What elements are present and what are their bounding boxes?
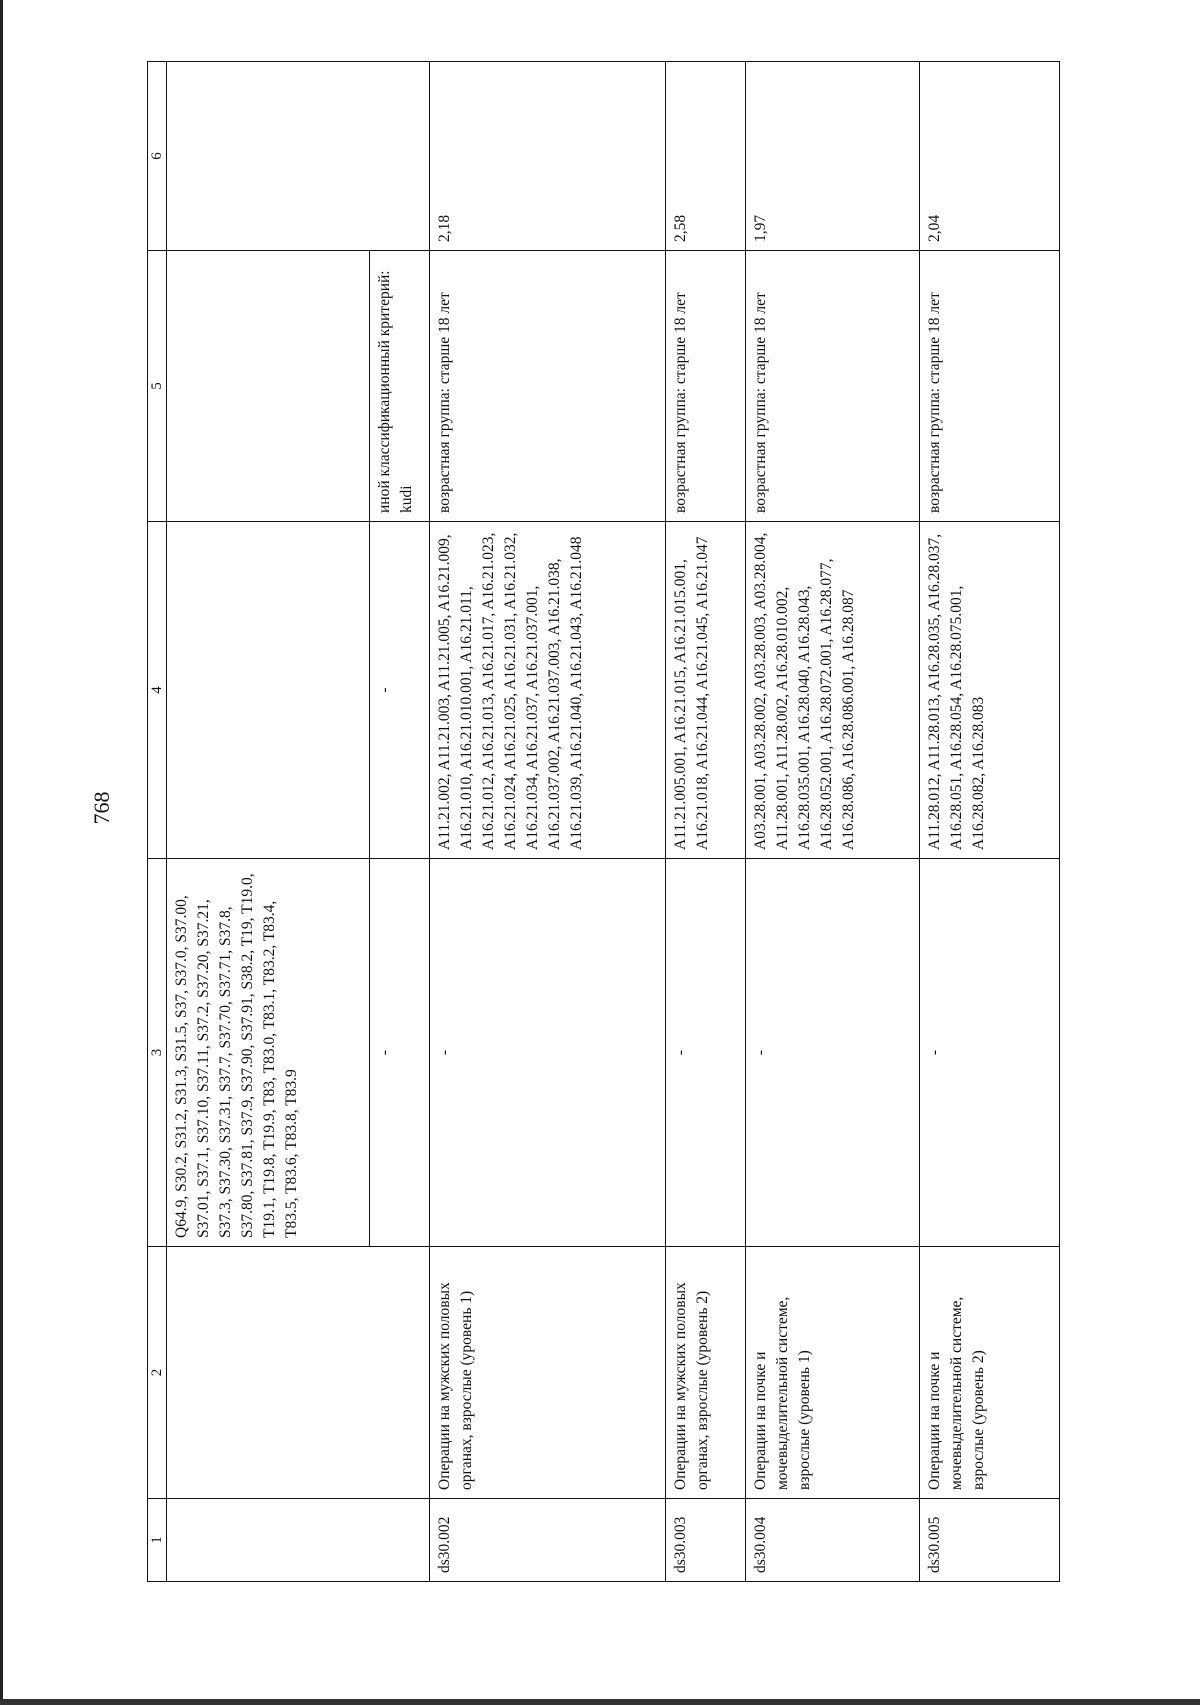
row-name: Операции на мужских половых органах, взрослые (уровень 2) [666, 1247, 746, 1499]
continuation-diagnosis-codes: Q64.9, S30.2, S31.2, S31.3, S31.5, S37, S37.0, S37.00, S37.01, S37.1, S37.10, S37.11, S37.2, S37.20, S37.21, S37.3, S37.30, S37.31, S37.7, S37.70, S37.71, S37.8, S37.80, S37.81, S37.9, S37.90, S37.91, S38.2, T19, T19.0, T19.1, T19.8, T19.9, T83, T83.0, T83.1, T83.2, T83.4, T83.5, T83.6, T83.8, T83.9 [167, 859, 370, 1247]
row-code: ds30.004 [746, 1499, 920, 1582]
row-name: Операции на почке и мочевыделительной системе, взрослые (уровень 1) [746, 1247, 920, 1499]
row-criteria: возрастная группа: старше 18 лет [666, 251, 746, 522]
subrow-service-dash: - [370, 522, 430, 859]
scan-edge-bottom [0, 1699, 1200, 1705]
header-col-6: 6 [148, 62, 167, 251]
row-code: ds30.003 [666, 1499, 746, 1582]
rotated-table-container [147, 62, 1059, 1582]
header-col-3: 3 [148, 859, 167, 1247]
row-service-codes: A11.21.005.001, A16.21.015, A16.21.015.001, A16.21.018, A16.21.044, A16.21.045, A16.21.047 [666, 522, 746, 859]
continuation-row [167, 62, 370, 1582]
continuation-code-cell [167, 1499, 430, 1582]
row-coefficient: 2,04 [920, 62, 1060, 251]
continuation-name-cell [167, 1247, 430, 1499]
continuation-criteria [167, 251, 370, 522]
page-number: 768 [89, 791, 114, 825]
row-criteria: возрастная группа: старше 18 лет [430, 251, 666, 522]
tariff-table [147, 61, 1060, 1582]
continuation-coefficient-cell [167, 62, 430, 251]
row-diagnosis-codes: - [746, 859, 920, 1247]
row-code: ds30.005 [920, 1499, 1060, 1582]
row-coefficient: 1,97 [746, 62, 920, 251]
continuation-service-codes [167, 522, 370, 859]
header-col-5: 5 [148, 251, 167, 522]
header-row [148, 62, 167, 1582]
row-service-codes: A11.28.012, A11.28.013, A16.28.035, A16.28.037, A16.28.051, A16.28.054, A16.28.075.001, A16.28.082, A16.28.083 [920, 522, 1060, 859]
header-col-2: 2 [148, 1247, 167, 1499]
table-row [746, 62, 920, 1582]
row-coefficient: 2,58 [666, 62, 746, 251]
row-criteria: возрастная группа: старше 18 лет [746, 251, 920, 522]
row-name: Операции на мужских половых органах, взрослые (уровень 1) [430, 1247, 666, 1499]
row-diagnosis-codes: - [920, 859, 1060, 1247]
header-col-4: 4 [148, 522, 167, 859]
subrow-other-criterion: иной классификационный критерий: kudi [370, 251, 430, 522]
row-code: ds30.002 [430, 1499, 666, 1582]
row-service-codes: A03.28.001, A03.28.002, A03.28.003, A03.28.004, A11.28.001, A11.28.002, A16.28.010.002, A16.28.035.001, A16.28.040, A16.28.043, A16.28.052.001, A16.28.072.001, A16.28.077, A16.28.086, A16.28.086.001, A16.28.087 [746, 522, 920, 859]
row-name: Операции на почке и мочевыделительной системе, взрослые (уровень 2) [920, 1247, 1060, 1499]
row-diagnosis-codes: - [666, 859, 746, 1247]
row-service-codes: A11.21.002, A11.21.003, A11.21.005, A16.21.009, A16.21.010, A16.21.010.001, A16.21.011, A16.21.012, A16.21.013, A16.21.017, A16.21.023, A16.21.024, A16.21.025, A16.21.031, A16.21.032, A16.21.034, A16.21.037, A16.21.037.001, A16.21.037.002, A16.21.037.003, A16.21.038, A16.21.039, A16.21.040, A16.21.043, A16.21.048 [430, 522, 666, 859]
header-col-1: 1 [148, 1499, 167, 1582]
table-row [920, 62, 1060, 1582]
row-diagnosis-codes: - [430, 859, 666, 1247]
subrow-diagnosis-dash: - [370, 859, 430, 1247]
table-row [430, 62, 666, 1582]
table-row [666, 62, 746, 1582]
scan-edge-left [0, 0, 3, 1705]
row-coefficient: 2,18 [430, 62, 666, 251]
row-criteria: возрастная группа: старше 18 лет [920, 251, 1060, 522]
